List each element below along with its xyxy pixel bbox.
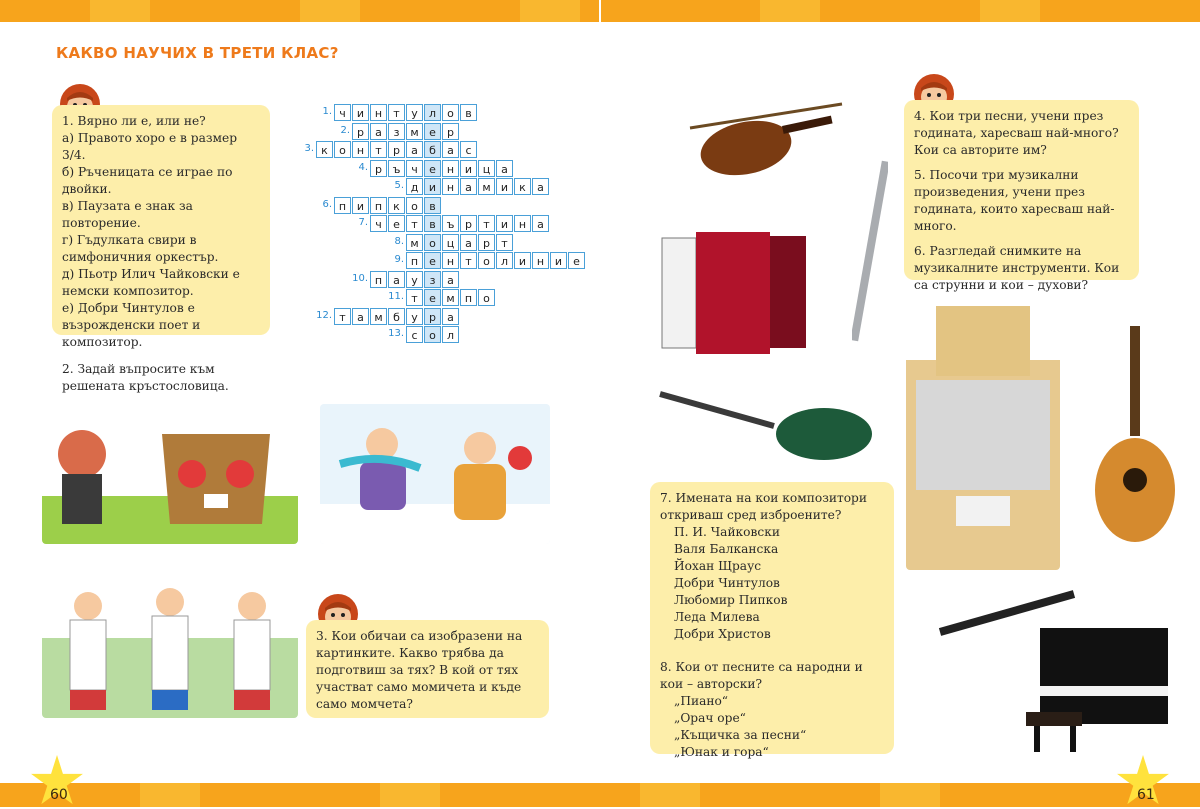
pipe-organ-image — [906, 300, 1060, 570]
list-item: Леда Милева — [674, 610, 760, 624]
list-item: Валя Балканска — [674, 542, 779, 556]
crossword-number: 13. — [388, 328, 404, 339]
crossword-cell: и — [514, 252, 531, 269]
crossword-number: 11. — [388, 291, 404, 302]
crossword-cell: е — [424, 252, 441, 269]
crossword-cell: п — [334, 197, 351, 214]
acoustic-guitar-image — [1092, 322, 1178, 546]
crossword-cell: р — [370, 160, 387, 177]
page-number-left: 60 — [50, 787, 68, 803]
crossword-cell: к — [514, 178, 531, 195]
question-7-intro: 7. Имената на кои композитори откриваш сред изброените? — [660, 491, 867, 522]
page-title: КАКВО НАУЧИХ В ТРЕТИ КЛАС? — [56, 44, 339, 62]
kukeri-illustration — [42, 404, 298, 544]
crossword-cell: т — [460, 252, 477, 269]
crossword-cell: б — [388, 308, 405, 325]
crossword-cell: н — [442, 252, 459, 269]
crossword — [292, 104, 592, 354]
crossword-cell: с — [406, 326, 423, 343]
crossword-cell: в — [424, 215, 441, 232]
crossword-number: 8. — [394, 235, 404, 247]
crossword-number: 4. — [358, 161, 368, 173]
crossword-cell: а — [460, 234, 477, 251]
song-list — [660, 693, 884, 761]
list-item: П. И. Чайковски — [674, 525, 780, 539]
question-5: 5. Посочи три музикални произведения, учени през годината, които харесваш най-много. — [914, 168, 1115, 233]
crossword-cell: е — [568, 252, 585, 269]
crossword-cell: н — [514, 215, 531, 232]
crossword-number: 1. — [322, 106, 332, 117]
crossword-cell: о — [424, 326, 441, 343]
crossword-cell: л — [442, 326, 459, 343]
list-item: Добри Чинтулов — [674, 576, 780, 590]
crossword-cell: и — [550, 252, 567, 269]
crossword-cell: р — [424, 308, 441, 325]
crossword-cell: о — [478, 252, 495, 269]
crossword-cell: р — [388, 141, 405, 158]
list-item: „Орач оре“ — [674, 711, 746, 725]
crossword-cell: ч — [406, 160, 423, 177]
accordion-image — [658, 222, 810, 360]
crossword-cell: м — [370, 308, 387, 325]
crossword-cell: д — [406, 178, 423, 195]
list-item: „Къщичка за песни“ — [674, 728, 807, 742]
crossword-cell: р — [442, 123, 459, 140]
crossword-cell: а — [496, 160, 513, 177]
band-pattern — [640, 783, 700, 807]
lazarki-illustration — [42, 568, 298, 718]
crossword-cell: у — [406, 308, 423, 325]
crossword-number: 6. — [322, 198, 332, 210]
crossword-cell: л — [424, 104, 441, 121]
crossword-cell: ъ — [388, 160, 405, 177]
crossword-cell: з — [388, 123, 405, 140]
question-1-item: д) Пьотр Илич Чайковски е немски композитор. — [62, 267, 240, 298]
crossword-cell: т — [370, 141, 387, 158]
crossword-cell: о — [442, 104, 459, 121]
crossword-cell: п — [460, 289, 477, 306]
crossword-cell: т — [388, 104, 405, 121]
crossword-cell: ч — [370, 215, 387, 232]
question-6: 6. Разгледай снимките на музикалните инструменти. Кои са струнни и кои – духови? — [914, 244, 1120, 292]
crossword-cell: е — [424, 160, 441, 177]
band-pattern — [760, 0, 820, 22]
questions-7-8-note — [650, 482, 894, 759]
crossword-cell: и — [460, 160, 477, 177]
crossword-cell: м — [442, 289, 459, 306]
question-1-item: б) Ръченицата се играе по двойки. — [62, 165, 233, 196]
flute-image — [852, 156, 888, 346]
crossword-cell: а — [532, 178, 549, 195]
crossword-cell: ъ — [442, 215, 459, 232]
crossword-cell: б — [424, 141, 441, 158]
crossword-cell: л — [496, 252, 513, 269]
crossword-cell: т — [334, 308, 351, 325]
bottom-decorative-band — [0, 783, 1200, 807]
crossword-cell: ч — [334, 104, 351, 121]
crossword-number: 5. — [394, 180, 404, 191]
crossword-cell: м — [478, 178, 495, 195]
list-item: Любомир Пипков — [674, 593, 788, 607]
crossword-cell: о — [406, 197, 423, 214]
crossword-cell: а — [442, 141, 459, 158]
crossword-cell: у — [406, 271, 423, 288]
crossword-cell: а — [406, 141, 423, 158]
band-pattern — [880, 783, 940, 807]
question-8-intro: 8. Кои от песните са народни и кои – авторски? — [660, 660, 863, 691]
crossword-cell: и — [496, 178, 513, 195]
band-pattern — [520, 0, 580, 22]
crossword-cell: к — [388, 197, 405, 214]
list-item: Йохан Щраус — [674, 559, 762, 573]
band-pattern — [380, 783, 440, 807]
crossword-number: 7. — [358, 217, 368, 228]
page-gutter — [599, 0, 601, 22]
crossword-cell: н — [370, 104, 387, 121]
crossword-cell: ц — [442, 234, 459, 251]
crossword-cell: р — [478, 234, 495, 251]
crossword-cell: а — [388, 271, 405, 288]
crossword-cell: т — [406, 215, 423, 232]
crossword-cell: р — [460, 215, 477, 232]
crossword-cell: е — [388, 215, 405, 232]
crossword-cell: а — [532, 215, 549, 232]
question-1-item: г) Гъдулката свири в симфоничния оркестър. — [62, 233, 219, 264]
crossword-cell: р — [352, 123, 369, 140]
question-3-note — [306, 620, 549, 718]
crossword-cell: н — [532, 252, 549, 269]
crossword-cell: з — [424, 271, 441, 288]
question-1-2-note — [52, 105, 270, 393]
crossword-cell: п — [406, 252, 423, 269]
band-pattern — [140, 783, 200, 807]
list-item: Добри Христов — [674, 627, 771, 641]
question-1-intro: 1. Вярно ли е, или не? — [62, 114, 206, 128]
crossword-cell: в — [460, 104, 477, 121]
crossword-cell: н — [352, 141, 369, 158]
crossword-cell: м — [406, 123, 423, 140]
crossword-cell: а — [442, 271, 459, 288]
crossword-cell: н — [442, 178, 459, 195]
crossword-cell: т — [496, 234, 513, 251]
question-1-item: е) Добри Чинтулов е възрожденски поет и композитор. — [62, 301, 201, 349]
band-pattern — [90, 0, 150, 22]
question-4: 4. Кои три песни, учени през годината, харесваш най-много? Кои са авторите им? — [914, 109, 1119, 157]
crossword-number: 10. — [352, 272, 368, 284]
winter-children-illustration — [320, 404, 550, 544]
crossword-cell: с — [460, 141, 477, 158]
crossword-cell: и — [496, 215, 513, 232]
question-1-item: в) Паузата е знак за повторение. — [62, 199, 193, 230]
crossword-cell: п — [370, 197, 387, 214]
band-pattern — [300, 0, 360, 22]
crossword-cell: к — [316, 141, 333, 158]
question-3: 3. Кои обичаи са изобразени на картинките. Какво трябва да подготвиш за тях? В кой от тях участват само момичета и къде само момчета? — [316, 629, 523, 711]
questions-4-6-note — [904, 100, 1139, 292]
crossword-number: 3. — [304, 143, 314, 154]
crossword-cell: т — [478, 215, 495, 232]
list-item: „Юнак и гора“ — [674, 745, 769, 759]
crossword-cell: е — [424, 123, 441, 140]
composer-list — [660, 524, 884, 643]
question-1-item: а) Правото хоро е в размер 3/4. — [62, 131, 237, 162]
crossword-cell: а — [370, 123, 387, 140]
crossword-cell: о — [478, 289, 495, 306]
crossword-cell: о — [424, 234, 441, 251]
band-pattern — [980, 0, 1040, 22]
crossword-number: 12. — [316, 309, 332, 321]
crossword-number: 2. — [340, 124, 350, 136]
crossword-cell: о — [334, 141, 351, 158]
crossword-cell: и — [424, 178, 441, 195]
crossword-cell: м — [406, 234, 423, 251]
crossword-cell: и — [352, 197, 369, 214]
crossword-cell: п — [370, 271, 387, 288]
crossword-cell: в — [424, 197, 441, 214]
crossword-cell: е — [424, 289, 441, 306]
crossword-cell: а — [442, 308, 459, 325]
piano-image — [1026, 622, 1174, 754]
violin-image — [686, 98, 846, 186]
crossword-cell: а — [352, 308, 369, 325]
crossword-cell: у — [406, 104, 423, 121]
question-2: 2. Задай въпросите към решената кръстословица. — [62, 362, 229, 393]
electric-guitar-image — [654, 384, 876, 466]
list-item: „Пиано“ — [674, 694, 729, 708]
crossword-number: 9. — [394, 254, 404, 265]
crossword-cell: н — [442, 160, 459, 177]
page-number-right: 61 — [1137, 787, 1155, 803]
crossword-cell: а — [460, 178, 477, 195]
crossword-cell: и — [352, 104, 369, 121]
crossword-cell: т — [406, 289, 423, 306]
crossword-cell: ц — [478, 160, 495, 177]
